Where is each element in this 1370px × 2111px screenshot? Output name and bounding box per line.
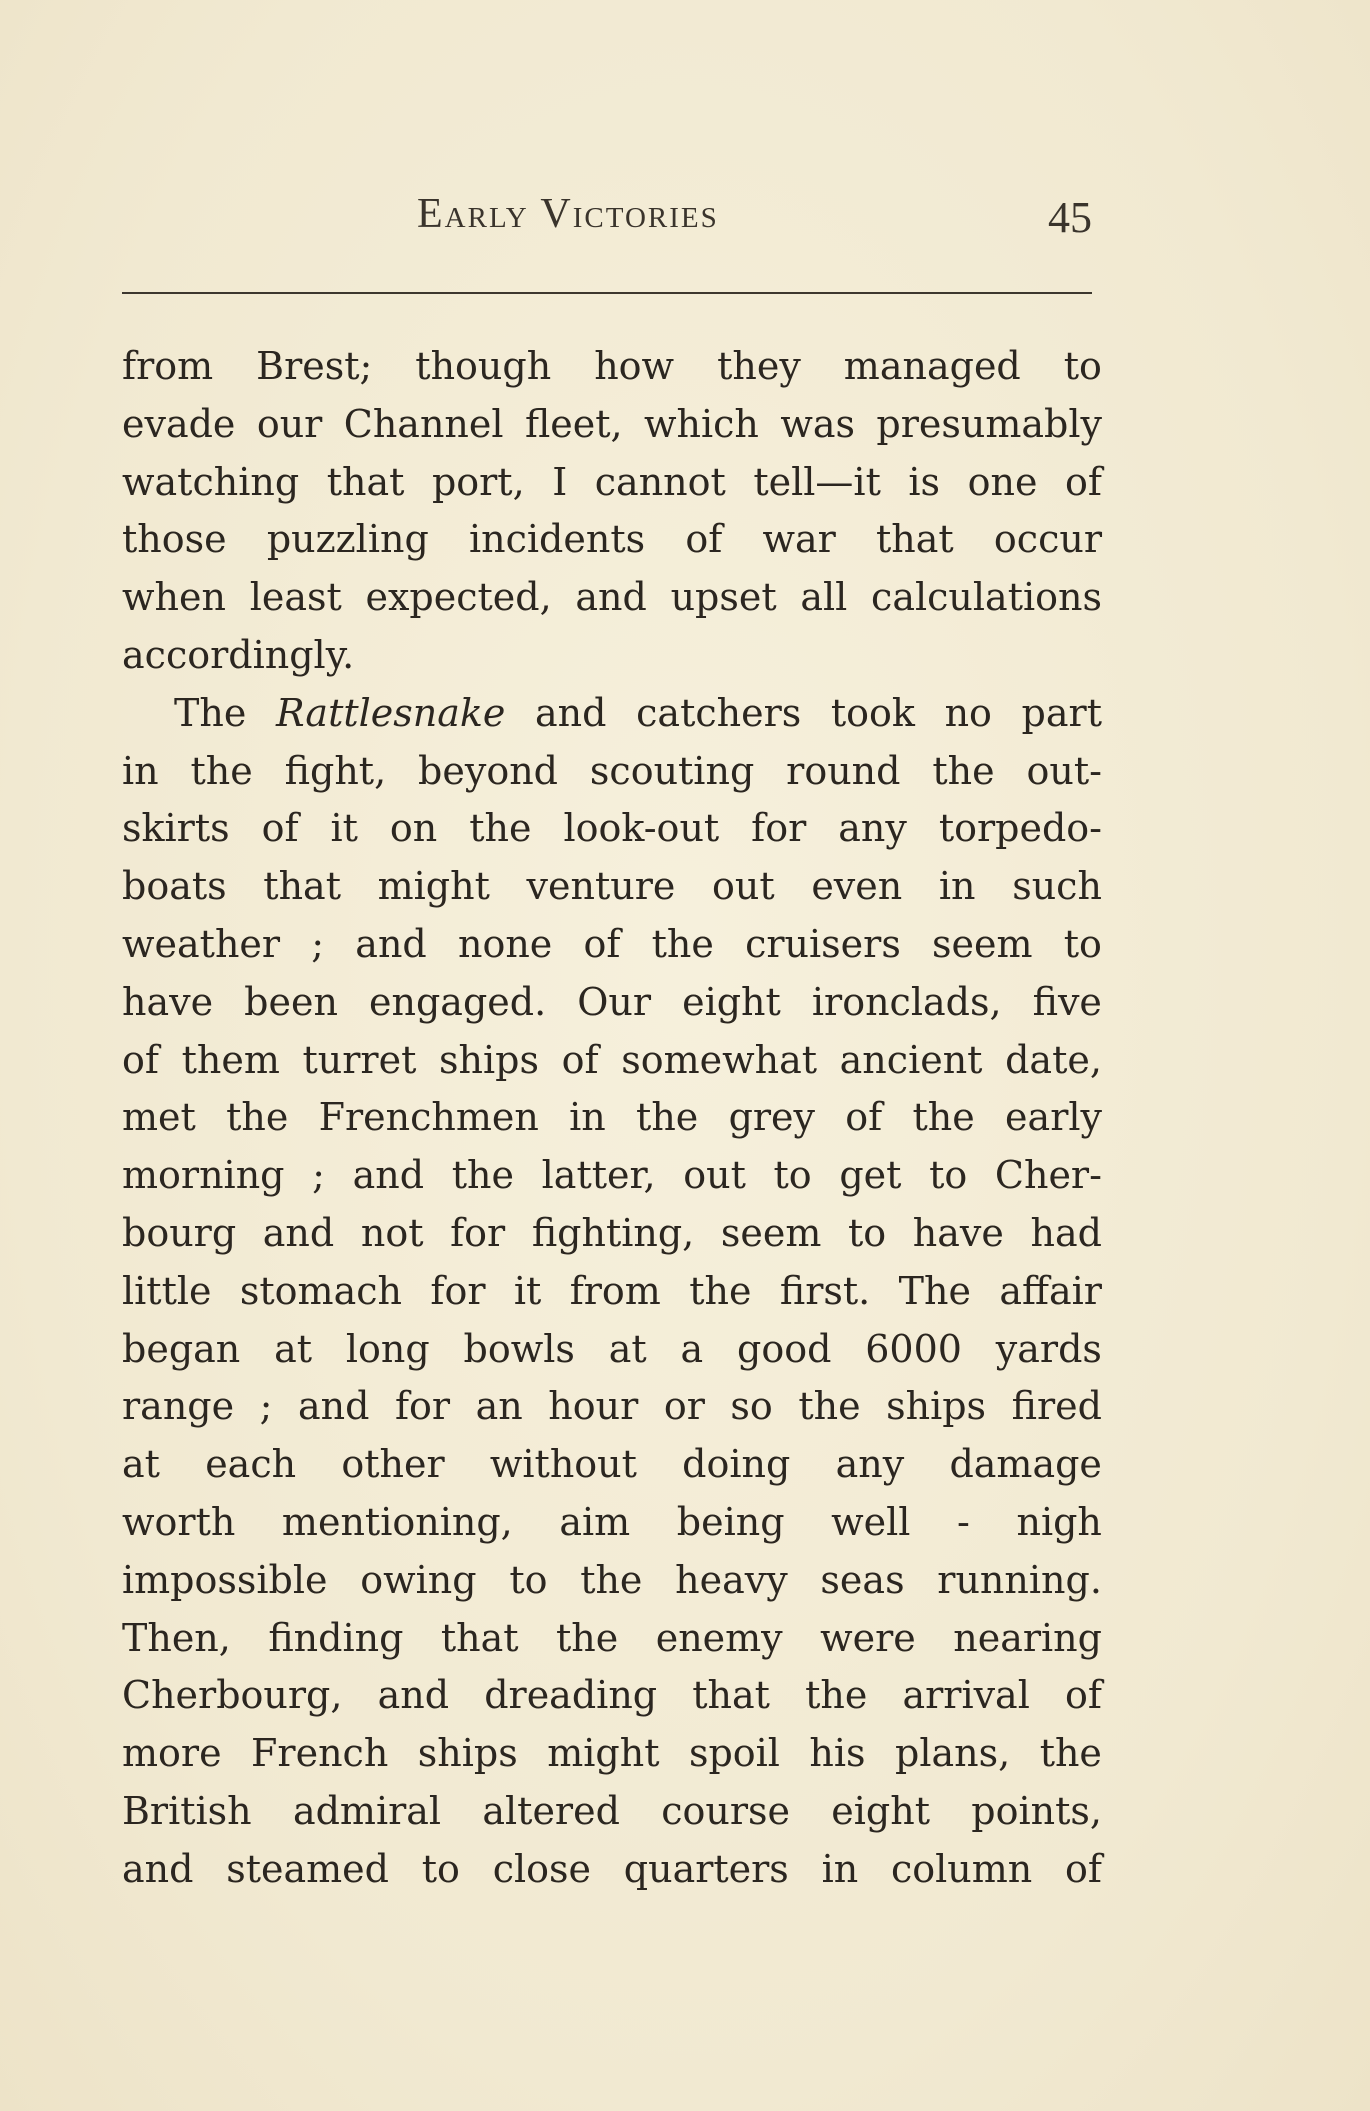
text-line: from Brest; though how they managed to [122,344,1102,388]
text-line: began at long bowls at a good 6000 yards [122,1326,1102,1371]
text-line: at each other without doing any damage [122,1442,1102,1487]
text-line: impossible owing to the heavy seas running. [122,1557,1102,1602]
text-line: British admiral altered course eight points, [122,1788,1102,1833]
text-line: in the fight, beyond scouting round the out- [122,748,1102,793]
text-line: those puzzling incidents of war that occur [122,517,1102,562]
text-line: when least expected, and upset all calculations [122,575,1102,620]
text-line: accordingly. [122,632,355,677]
text-line: of them turret ships of somewhat ancient date, [122,1037,1102,1082]
text-line: boats that might venture out even in such [122,864,1102,909]
text-line: The Rattlesnake and catchers took no part [174,690,1102,735]
header-rule [122,292,1092,294]
text-line: weather ; and none of the cruisers seem to [122,921,1102,966]
text-line: Then, finding that the enemy were nearing [122,1615,1102,1660]
text-line: watching that port, I cannot tell—it is one of [122,459,1102,504]
text-line: met the Frenchmen in the grey of the early [122,1095,1102,1140]
text-line: Cherbourg, and dreading that the arrival of [122,1673,1102,1718]
text-line: bourg and not for fighting, seem to have had [122,1210,1102,1255]
text-line: have been engaged. Our eight ironclads, five [122,979,1102,1024]
running-title: Early Victories [417,191,719,237]
text-line: more French ships might spoil his plans, the [122,1731,1102,1776]
running-head [122,190,1092,250]
text-line: worth mentioning, aim being well - nigh [122,1499,1102,1544]
body-text [122,338,1102,1899]
text-line: little stomach for it from the first. The affair [122,1268,1102,1313]
text-line: morning ; and the latter, out to get to Cher- [122,1153,1102,1198]
text-line: range ; and for an hour or so the ships fired [122,1384,1102,1429]
text-line: and steamed to close quarters in column of [122,1846,1102,1891]
text-line: evade our Channel fleet, which was presumably [122,401,1102,446]
page-number: 45 [1048,193,1092,242]
text-line: skirts of it on the look-out for any torpedo- [122,806,1102,851]
